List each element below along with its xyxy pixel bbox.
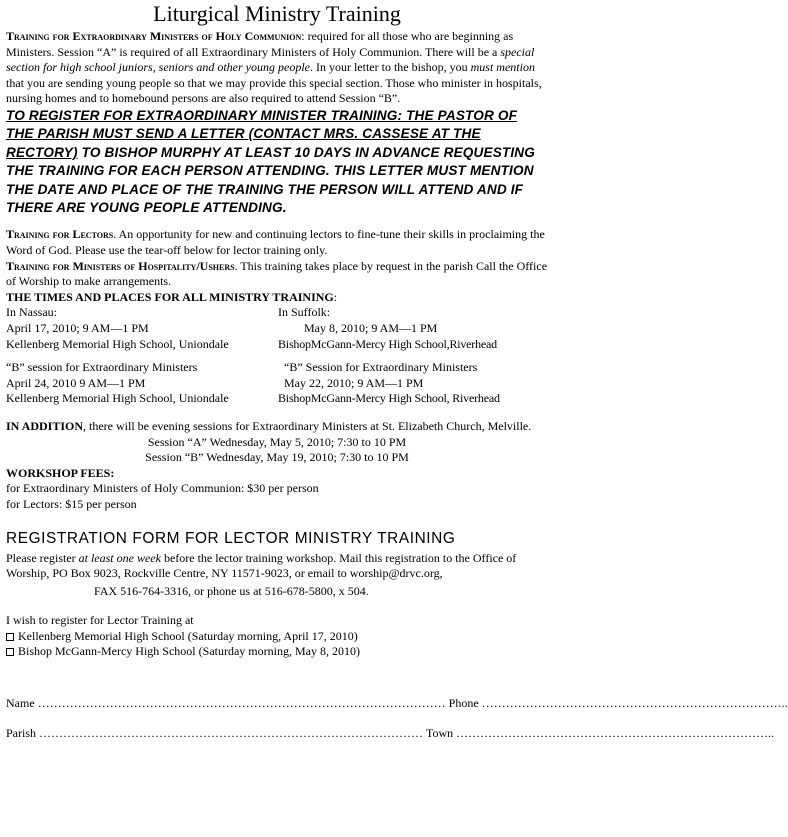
hospitality-heading: Training for Ministers of Hospitality/Ushers xyxy=(6,258,235,273)
schedule-row-labels xyxy=(6,305,548,321)
nassau-b-place: Kellenberg Memorial High School, Uniondale xyxy=(6,391,229,406)
fee-lectors: for Lectors: $15 per person xyxy=(6,496,137,511)
option-mcgann-mercy[interactable] xyxy=(6,644,548,660)
fees-heading: WORKSHOP FEES: xyxy=(6,465,115,480)
registration-notice xyxy=(6,107,548,217)
fee-extraordinary-ministers: for Extraordinary Ministers of Holy Communion: $30 per person xyxy=(6,481,319,496)
schedule-row-a-dates xyxy=(6,321,548,337)
times-heading-colon: : xyxy=(333,289,338,304)
nassau-b-date: April 24, 2010 9 AM—1 PM xyxy=(6,375,146,390)
reg-instr-b: before the lector training workshop. Mail this registration to the Office of Worship, PO Box 9023, Rockville Centre, NY 11571-9023, or email to worship@drvc.org, xyxy=(6,550,517,581)
schedule-row-b-dates xyxy=(6,376,548,392)
em-training-heading: Training for Extraordinary Ministers of Holy Communion xyxy=(6,29,302,43)
suffolk-b-label: “B” Session for Extraordinary Ministers xyxy=(284,360,478,375)
phone-label: Phone xyxy=(448,696,479,711)
town-field[interactable]: …………………………………………………………………….. xyxy=(456,725,775,740)
name-phone-row xyxy=(6,696,788,712)
option-mcgann-mercy-label: Bishop McGann-Mercy High School (Saturday morning, May 8, 2010) xyxy=(18,644,360,659)
in-addition-paragraph xyxy=(6,419,548,435)
schedule-row-a-places xyxy=(6,337,548,353)
reg-instr-a: Please register xyxy=(6,550,79,565)
em-text-youth: special section for high school juniors, seniors and other young people xyxy=(6,44,535,75)
parish-town-row xyxy=(6,725,775,742)
name-field[interactable]: ………………………………………………………………………………………… xyxy=(37,696,446,711)
parish-field[interactable]: …………………………………………………………………………………… xyxy=(39,725,423,740)
lectors-heading: Training for Lectors xyxy=(6,227,114,242)
name-label: Name xyxy=(6,696,35,711)
evening-session-b: Session “B” Wednesday, May 19, 2010; 7:30 to 10 PM xyxy=(145,450,409,465)
parish-label: Parish xyxy=(6,725,36,740)
suffolk-b-date: May 22, 2010; 9 AM—1 PM xyxy=(284,375,424,390)
option-kellenberg-label: Kellenberg Memorial High School (Saturday morning, April 17, 2010) xyxy=(18,628,358,643)
phone-field[interactable]: ………………………………………………………………….. xyxy=(481,696,788,711)
suffolk-b-place: BishopMcGann-Mercy High School, Riverhead xyxy=(278,391,500,406)
em-text-3: . In your letter to the bishop, you xyxy=(309,60,471,75)
evening-session-a: Session “A” Wednesday, May 5, 2010; 7:30 to 10 PM xyxy=(147,434,407,449)
em-text-1: : required for all those who are beginning as Ministers. Session “A” is required of all Extraordinary Ministers of Holy Communion. There will be a xyxy=(6,29,514,59)
nassau-label: In Nassau: xyxy=(6,305,57,320)
registration-form-title: REGISTRATION FORM FOR LECTOR MINISTRY TRAINING xyxy=(6,529,456,547)
notice-underlined: TO REGISTER FOR EXTRAORDINARY MINISTER TRAINING: THE PASTOR OF THE PARISH MUST SEND A LETTER (CONTACT MRS. CASSESE AT THE RECTORY) xyxy=(6,107,518,160)
hospitality-text: . This training takes place by request in the parish Call the Office of Worship to make arrangements. xyxy=(6,258,548,289)
reg-instr-italic: at least one week xyxy=(78,550,161,565)
schedule-row-b-places xyxy=(6,391,548,407)
town-label: Town xyxy=(426,725,454,740)
suffolk-a-date: May 8, 2010; 9 AM—1 PM xyxy=(304,320,438,335)
fax-phone-line: FAX 516-764-3316, or phone us at 516-678-5800, x 504. xyxy=(94,583,369,598)
in-addition-heading: IN ADDITION xyxy=(6,418,84,433)
notice-rest: TO BISHOP MURPHY AT LEAST 10 DAYS IN ADVANCE REQUESTING THE TRAINING FOR EACH PERSON ATTENDING. THIS LETTER MUST MENTION THE DATE AND PLACE OF THE TRAINING THE PERSON WILL ATTEND AND IF THERE ARE YOUNG PEOPLE ATTENDING. xyxy=(6,144,535,215)
flyer-page xyxy=(6,0,788,741)
lectors-paragraph xyxy=(6,227,548,258)
times-heading xyxy=(6,290,548,306)
em-text-must-mention: must mention xyxy=(470,60,535,75)
lectors-text: . An opportunity for new and continuing lectors to fine-tune their skills in proclaiming the Word of God. Please use the tear-off below for lector training only. xyxy=(6,227,545,257)
nassau-a-date: April 17, 2010; 9 AM—1 PM xyxy=(6,320,149,335)
register-intro: I wish to register for Lector Training at xyxy=(6,613,194,628)
option-kellenberg[interactable] xyxy=(6,629,548,645)
em-training-paragraph xyxy=(6,29,548,107)
page-title: Liturgical Ministry Training xyxy=(153,1,401,26)
nassau-a-place: Kellenberg Memorial High School, Uniondale xyxy=(6,336,229,351)
nassau-b-label: “B” session for Extraordinary Ministers xyxy=(6,360,198,375)
hospitality-paragraph xyxy=(6,259,548,290)
suffolk-a-place: BishopMcGann-Mercy High School,Riverhead xyxy=(278,336,497,351)
schedule-row-b-labels xyxy=(6,360,548,376)
times-heading-text: THE TIMES AND PLACES FOR ALL MINISTRY TRAINING xyxy=(6,289,334,304)
em-text-5: that you are sending young people so that we may provide this special section. Those who minister in hospitals, nursing homes and to homebound persons are also required to attend Session “B”. xyxy=(6,75,542,106)
in-addition-text: , there will be evening sessions for Extraordinary Ministers at St. Elizabeth Church, Melville. xyxy=(83,418,532,433)
checkbox-kellenberg[interactable] xyxy=(6,633,14,641)
suffolk-label: In Suffolk: xyxy=(278,305,331,320)
registration-instructions xyxy=(6,551,548,582)
checkbox-mcgann-mercy[interactable] xyxy=(6,648,14,656)
